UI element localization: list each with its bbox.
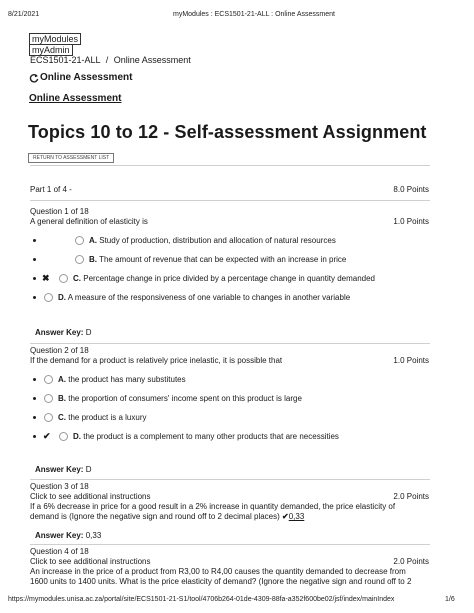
my-admin-button[interactable]: myAdmin bbox=[29, 44, 73, 56]
bullet bbox=[33, 435, 36, 438]
answer-option bbox=[30, 291, 430, 305]
option-label bbox=[58, 413, 147, 423]
additional-instructions-link[interactable]: Click to see additional instructions bbox=[30, 492, 151, 501]
option-radio[interactable] bbox=[59, 432, 68, 441]
option-text: the product is a luxury bbox=[68, 413, 147, 422]
answer-key-label: Answer Key: bbox=[35, 531, 84, 540]
correct-icon: ✔ bbox=[282, 512, 289, 521]
bullet bbox=[33, 416, 36, 419]
option-radio[interactable] bbox=[44, 394, 53, 403]
correct-icon: ✔ bbox=[43, 431, 51, 441]
answer-key-value: D bbox=[85, 465, 92, 474]
question-points: 1.0 Points bbox=[393, 217, 429, 226]
question-points: 2.0 Points bbox=[393, 492, 429, 501]
print-date: 8/21/2021 bbox=[8, 11, 40, 18]
print-page-number: 1/6 bbox=[445, 596, 455, 603]
answer-option bbox=[30, 430, 430, 444]
question-points: 1.0 Points bbox=[393, 356, 429, 365]
answer-option bbox=[30, 392, 430, 406]
option-text: Percentage change in price divided by a percentage change in quantity demanded bbox=[83, 274, 375, 283]
print-url: https://mymodules.unisa.ac.za/portal/site/ECS1501-21-S1/tool/4706b264-01de-4309-88fa-a352f600be02/jsf/index/mainIndex bbox=[8, 596, 395, 603]
question-text: If a 6% decrease in price for a good result in a 2% increase in quantity demanded, the price elasticity of bbox=[30, 502, 396, 511]
option-radio[interactable] bbox=[59, 274, 68, 283]
answer-key bbox=[35, 328, 91, 338]
option-letter: A. bbox=[89, 236, 97, 245]
question-text: If the demand for a product is relatively price inelastic, it is possible that bbox=[30, 356, 283, 365]
option-text: the proportion of consumers' income spent on this product is large bbox=[68, 394, 302, 403]
question-number: Question 3 of 18 bbox=[30, 482, 89, 491]
bullet bbox=[33, 397, 36, 400]
option-letter: C. bbox=[73, 274, 81, 283]
option-label bbox=[73, 432, 339, 442]
answer-key-value: 0,33 bbox=[85, 531, 102, 540]
divider bbox=[30, 544, 430, 545]
return-to-assessment-list-button[interactable]: RETURN TO ASSESSMENT LIST bbox=[28, 153, 114, 163]
question-number: Question 1 of 18 bbox=[30, 207, 89, 216]
option-letter: B. bbox=[58, 394, 66, 403]
option-label bbox=[58, 375, 186, 385]
option-radio[interactable] bbox=[44, 293, 53, 302]
answer-option bbox=[30, 234, 430, 248]
breadcrumb-module-link[interactable]: ECS1501-21-ALL bbox=[30, 55, 101, 65]
divider bbox=[30, 165, 430, 166]
divider bbox=[30, 479, 430, 480]
bullet bbox=[33, 296, 36, 299]
bullet bbox=[33, 277, 36, 280]
response-value: 0,33 bbox=[288, 512, 305, 521]
option-text: A measure of the responsiveness of one variable to changes in another variable bbox=[67, 293, 351, 302]
part-label: Part 1 of 4 - bbox=[30, 185, 72, 194]
bullet bbox=[33, 378, 36, 381]
option-label bbox=[89, 255, 346, 265]
option-radio[interactable] bbox=[44, 375, 53, 384]
option-letter: B. bbox=[89, 255, 97, 264]
breadcrumb-current-page: Online Assessment bbox=[113, 55, 191, 65]
divider bbox=[30, 200, 430, 201]
option-label bbox=[58, 293, 350, 303]
print-title: myModules : ECS1501-21-ALL : Online Assessment bbox=[173, 11, 335, 18]
incorrect-icon: ✖ bbox=[42, 273, 50, 283]
question-number: Question 2 of 18 bbox=[30, 346, 89, 355]
question-number: Question 4 of 18 bbox=[30, 547, 89, 556]
question-text-line2: demand is (Ignore the negative sign and round off to 2 decimal places) bbox=[30, 512, 280, 521]
answer-option bbox=[30, 411, 430, 425]
option-text: The amount of revenue that can be expected with an increase in price bbox=[99, 255, 347, 264]
section-heading bbox=[29, 72, 132, 83]
option-label bbox=[73, 274, 375, 284]
bullet bbox=[33, 258, 36, 261]
answer-key-value: D bbox=[85, 328, 92, 337]
question-text-continued: 1600 units to 1400 units. What is the price elasticity of demand? (Ignore the negative sign and round off to 2 bbox=[30, 577, 412, 586]
option-radio[interactable] bbox=[44, 413, 53, 422]
question-text: An increase in the price of a product from R3,00 to R4,00 causes the quantity demanded to decrease from bbox=[30, 567, 406, 576]
question-text: A general definition of elasticity is bbox=[30, 217, 148, 226]
answer-option bbox=[30, 272, 430, 286]
option-letter: D. bbox=[58, 293, 66, 302]
option-label bbox=[89, 236, 336, 246]
additional-instructions-link[interactable]: Click to see additional instructions bbox=[30, 557, 151, 566]
section-title: Online Assessment bbox=[40, 72, 133, 83]
option-letter: C. bbox=[58, 413, 66, 422]
answer-option bbox=[30, 373, 430, 387]
option-letter: D. bbox=[73, 432, 81, 441]
option-text: Study of production, distribution and allocation of natural resources bbox=[99, 236, 336, 245]
page-title: Topics 10 to 12 - Self-assessment Assignment bbox=[28, 122, 427, 142]
reload-icon[interactable] bbox=[29, 73, 39, 83]
option-label bbox=[58, 394, 302, 404]
answer-key-label: Answer Key: bbox=[35, 328, 84, 337]
breadcrumb-separator: / bbox=[105, 55, 109, 65]
bullet bbox=[33, 239, 36, 242]
my-modules-button[interactable]: myModules bbox=[29, 33, 81, 45]
online-assessment-link[interactable]: Online Assessment bbox=[29, 93, 122, 104]
option-radio[interactable] bbox=[75, 255, 84, 264]
answer-key bbox=[35, 531, 101, 541]
answer-key-label: Answer Key: bbox=[35, 465, 84, 474]
option-radio[interactable] bbox=[75, 236, 84, 245]
answer-key bbox=[35, 465, 91, 475]
option-text: the product has many substitutes bbox=[68, 375, 186, 384]
breadcrumb bbox=[30, 55, 191, 65]
option-text: the product is a complement to many other products that are necessities bbox=[83, 432, 339, 441]
answer-option bbox=[30, 253, 430, 267]
option-letter: A. bbox=[58, 375, 66, 384]
question-text-continued bbox=[30, 512, 304, 522]
divider bbox=[30, 343, 430, 344]
question-points: 2.0 Points bbox=[393, 557, 429, 566]
part-points: 8.0 Points bbox=[393, 185, 429, 194]
